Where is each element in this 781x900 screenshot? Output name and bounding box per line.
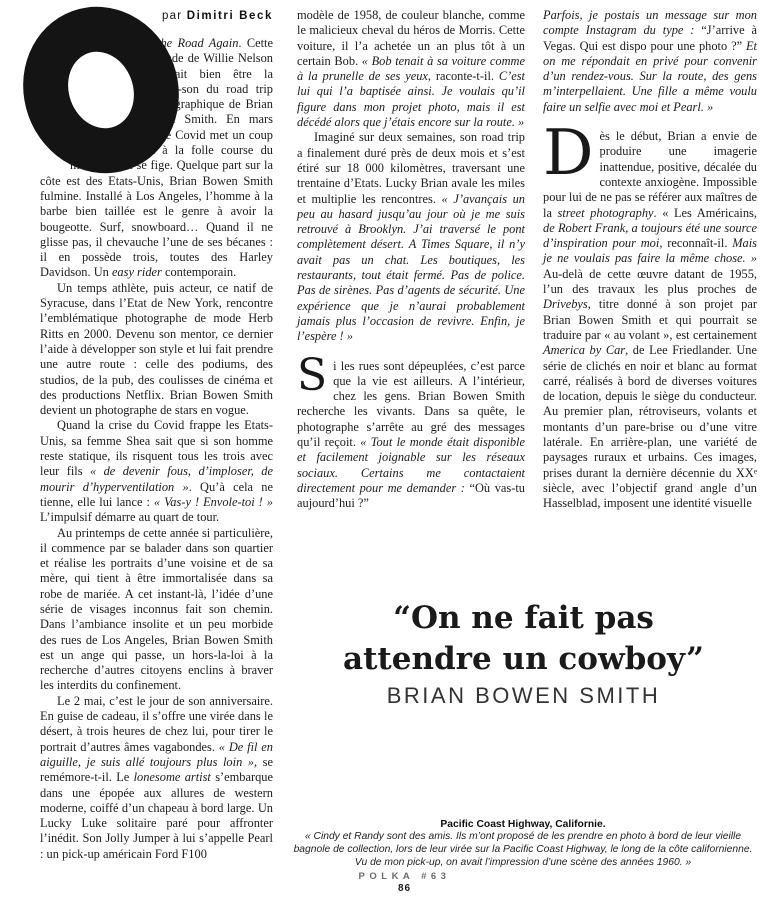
page-footer: [14, 871, 781, 894]
paragraph: modèle de 1958, de couleur blanche, comme le malicieux cheval du héros de Morris. Cette voiture, il l’a achetée un an plus tôt à un certain Bob. « Bob tenait à sa voiture comme à la prunelle de ses yeux, raconte-t-il. C’est lui qui l’a baptisée ainsi. Je voulais qu’il figure dans mon projet photo, mais il est décédé alors que j’étais encore sur la route. »: [297, 8, 525, 130]
article-right-region: [297, 8, 757, 862]
pull-quote-line-2: attendre un cowboy”: [343, 641, 704, 677]
paragraph: Un temps athlète, puis acteur, ce natif de Syracuse, dans l’Etat de New York, rencontre l’emblématique photographe de mode Herb Ritts en 2000. Devenu son mentor, ce dernier l’aide à développer son style et lui fait prendre une autre route : celle des podiums, des studios, de la pub, des coulisses de cinéma et des productions Netflix. Brian Bowen Smith devient un photographe de stars en vogue.: [40, 280, 273, 418]
paragraph: Au printemps de cette année si particulière, il commence par se balader dans son quartier et réalise les portraits d’une voisine et de sa mère, qui tient à être immortalisée dans sa robe de mariée. A cet instant-là, l’idée d’une série de visages inconnus fait son chemin. Dans l’ambiance insolite et un peu morbide des rues de Los Angeles, Brian Bowen Smith est un ange qui passe, un hors-la-loi à la recherche d’autres citoyens enclins à braver les interdits du confinement.: [40, 525, 273, 693]
paragraph: Imaginé sur deux semaines, son road trip a finalement duré près de deux mois et s’est étiré sur 18 000 kilomètres, traversant une trentaine d’Etats. Lucky Brian avale les miles et multiplie les rencontres. « J’avançais un peu au hasard jusqu’au jour où je me suis retrouvé à Brooklyn. J’ai traversé le pont complètement désert. A Times Square, il n’y avait pas un chat. Les boutiques, les restaurants, tout était fermé. Pas de police. Pas de sirènes. Pas d’agents de sécurité. Une expérience que je n’aurai probablement jamais plus l’occasion de revivre. Enfin, je l’espère ! »: [297, 130, 525, 344]
paragraph: Parfois, je postais un message sur mon compte Instagram du type : “J’arrive à Vegas. Qui est dispo pour une photo ?” Et on me répondait en privé pour convenir d’un rendez-vous. Sur la route, des gens m’interpellaient. Une fille a même voulu faire un selfie avec moi et Pearl. »: [543, 8, 757, 114]
article-column-2: [297, 8, 525, 512]
article-column-1: [40, 8, 273, 862]
dropcap-o: [40, 8, 150, 174]
paragraph: Le 2 mai, c’est le jour de son anniversaire. En guise de cadeau, il s’offre une virée dans le désert, à trois heures de chez lui, pour tirer le portrait d’autres âmes vagabondes. « De fil en aiguille, je suis allé toujours plus loin », se remémore-t-il. Le lonesome artist s’embarque dans une épopée aux allures de western moderne, coiffé d’un chapeau à bord large. Un Lucky Luke solitaire paré pour affronter l’inédit. Son Jolly Jumper à lui s’appelle Pearl : un pick-up américain Ford F100: [40, 693, 273, 861]
article-columns-2-3: [297, 8, 757, 512]
paragraph: n the Road Again. Cette ballade de Willie Nelson pourrait bien être la bande-son du road trip photographique de Brian Bowen Smith. En mars 2020, le Covid met un coup de frein à la folle course du monde. Tout se fige. Quelque part sur la côte est des Etats-Unis, Brian Bowen Smith fulmine. Installé à Los Angeles, l’homme à la barbe bien taillée est le genre à avoir la bougeotte. Surf, snowboard… Quand il ne glisse pas, il chevauche l’une de ses bécanes : il en possède trois, toutes des Harley Davidson. Un easy rider contemporain.: [40, 36, 273, 280]
pull-quote-attribution: BRIAN BOWEN SMITH: [386, 683, 661, 708]
byline-name: Dimitri Beck: [186, 10, 273, 22]
article-column-3: [543, 8, 757, 512]
dropcap-d: D: [543, 116, 594, 190]
paragraph: Quand la crise du Covid frappe les Etats-Unis, sa femme Shea sait que si son homme reste statique, ils risquent tous les trois avec leur fils « de devenir fous, d’imploser, de mourir d’hyperventilation ». Qu’à cela ne tienne, elle lui lance : « Vas-y ! Envole-toi ! » L’impulsif démarre au quart de tour.: [40, 418, 274, 525]
byline-prefix: par: [162, 10, 183, 22]
dropcap-s: S: [297, 349, 328, 401]
footer-page-number: 86: [397, 883, 412, 894]
footer-issue: POLKA #63: [358, 871, 451, 882]
paragraph: [297, 349, 525, 512]
pull-quote-line-1: “On ne fait pas: [393, 600, 654, 636]
photo-caption: [288, 819, 758, 869]
paragraph-text: ès le début, Brian a envie de produire une imagerie inattendue, positive, décalée du contexte anxiogène. Impossible pour lui de ne pas se référer aux maîtres de la street photography. « Les Américains, de Robert Frank, a toujours été une source d’inspiration pour moi, reconnaît-il. Mais je ne voulais pas faire la même chose. » Au-delà de cette œuvre datant de 1955, l’un des travaux les plus proches de Drivebys, titre donné à son projet par Brian Bowen Smith et qui pourrait se traduire par « au volant », est certainement America by Car, de Lee Friedlander. Une série de clichés en noir et blanc au format carré, réalisés à bord de diverses voitures de location, depuis le siège du conducteur. Au premier plan, rétroviseurs, volants et montants d’un pare-brise ou d’une vitre latérale. En arrière-plan, une variété de paysages ruraux et urbains. Ces images, prises durant la dernière décennie du XXᵉ siècle, avec l’objectif grand angle d’un Hasselblad, imposent une identité visuelle: [543, 129, 758, 511]
caption-title: Pacific Coast Highway, Californie.: [440, 819, 606, 830]
caption-text: « Cindy et Randy sont des amis. Ils m’ont proposé de les prendre en photo à bord de leur vieille bagnole de collection, lors de leur virée sur la Pacific Coast Highway, le long de la côte californienne. Vu de mon pick-up, on avait l’impression d’une scène des années 1960. »: [293, 831, 753, 868]
paragraph-text: i les rues sont dépeuplées, c’est parce que la vie est ailleurs. A l’intérieur, chez les gens. Brian Bowen Smith recherche les vivants. Dans sa quête, le photographe s’arrête au gré des messages qu’il reçoit. « Tout le monde était disponible et facilement joignable sur les réseaux sociaux. Certains me contactaient directement pour me demander : “Où vas-tu aujourd’hui ?”: [297, 358, 525, 511]
pull-quote: [290, 598, 757, 680]
paragraph: [543, 116, 758, 511]
